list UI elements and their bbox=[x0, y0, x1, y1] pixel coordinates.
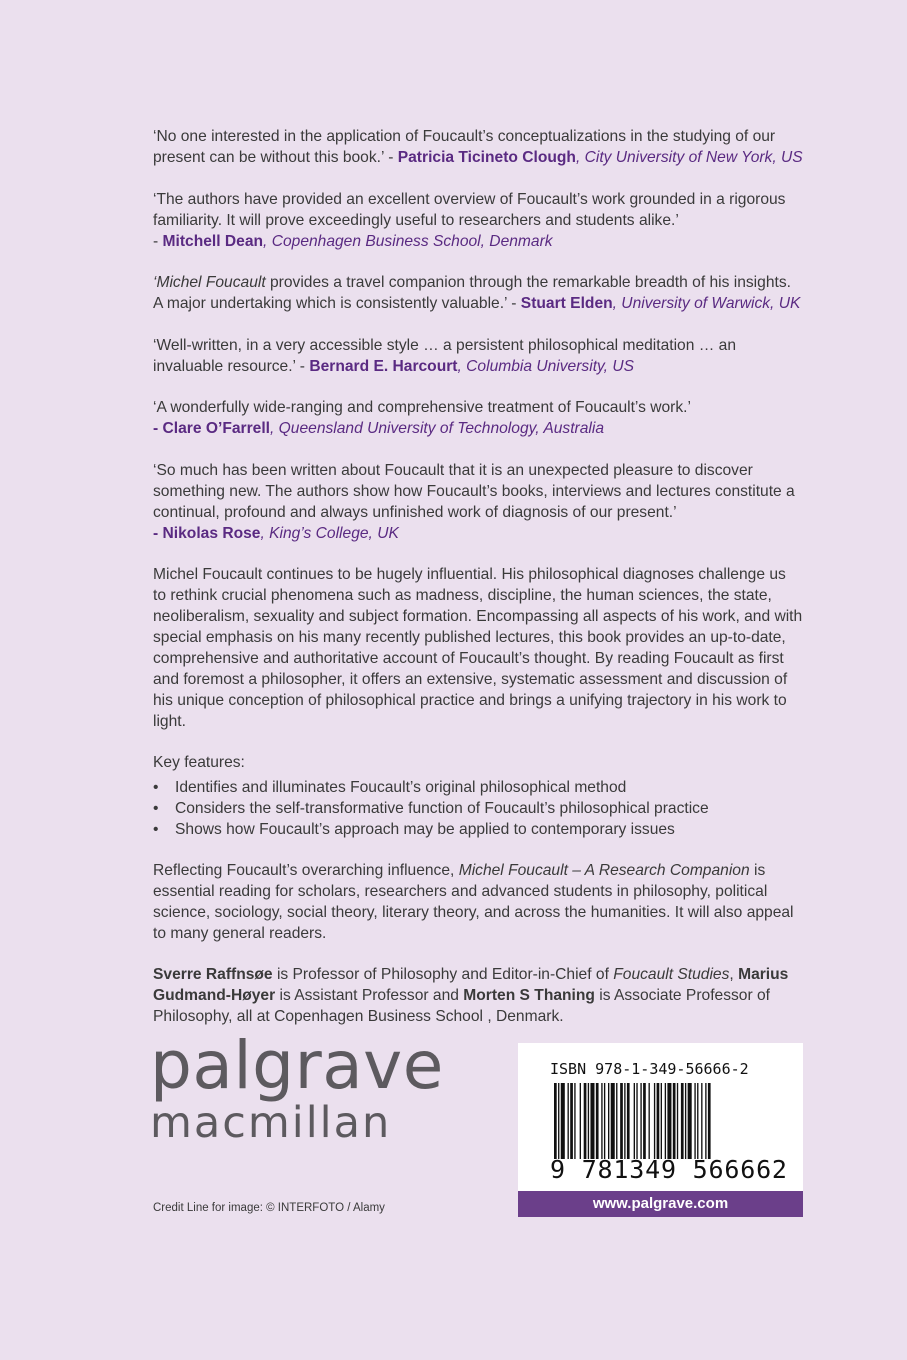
quote-author: Mitchell Dean bbox=[162, 232, 264, 250]
barcode-bar bbox=[705, 1083, 706, 1159]
publisher-logo bbox=[150, 1027, 444, 1148]
barcode-bar bbox=[570, 1083, 573, 1159]
quote-affiliation: , Copenhagen Business School, Denmark bbox=[263, 232, 553, 250]
audience-text: Reflecting Foucault’s overarching influence, bbox=[153, 862, 459, 879]
website-link[interactable]: www.palgrave.com bbox=[518, 1191, 803, 1217]
quote-author: Nikolas Rose bbox=[162, 524, 261, 542]
barcode-bar bbox=[590, 1083, 594, 1159]
quote-6 bbox=[153, 460, 803, 544]
barcode-bar bbox=[665, 1083, 666, 1159]
book-title: Michel Foucault – A Research Companion bbox=[458, 862, 750, 879]
barcode-bar bbox=[561, 1083, 565, 1159]
quote-3 bbox=[153, 272, 803, 314]
barcode-bar bbox=[611, 1083, 615, 1159]
quote-affiliation: , University of Warwick, UK bbox=[612, 295, 801, 312]
quote-affiliation: , Queensland University of Technology, Australia bbox=[270, 420, 605, 437]
image-credit: Credit Line for image: © INTERFOTO / Alamy bbox=[153, 1202, 385, 1214]
quote-author: Bernard E. Harcourt bbox=[309, 357, 458, 375]
author-bio bbox=[153, 964, 803, 1027]
cover-text bbox=[153, 126, 803, 1047]
key-features-list bbox=[153, 777, 803, 840]
list-item bbox=[153, 798, 803, 819]
author-name: Morten S Thaning bbox=[463, 987, 595, 1004]
barcode-bar bbox=[673, 1083, 676, 1159]
barcode-bar bbox=[657, 1083, 660, 1159]
barcode-bar bbox=[616, 1083, 617, 1159]
quote-text: ‘A wonderfully wide-ranging and comprehensive treatment of Foucault’s work.’ bbox=[153, 399, 691, 416]
quote-affiliation: , City University of New York, US bbox=[575, 149, 803, 166]
quote-4 bbox=[153, 335, 803, 377]
barcode-bar bbox=[640, 1083, 641, 1159]
quote-author: Stuart Elden bbox=[520, 295, 613, 312]
barcode-bar bbox=[688, 1083, 692, 1159]
key-features-title: Key features: bbox=[153, 754, 245, 771]
author-name: Sverre Raffnsøe bbox=[153, 966, 273, 983]
barcode-bar bbox=[601, 1083, 602, 1159]
barcode-bar bbox=[685, 1083, 686, 1159]
barcode-bar bbox=[558, 1083, 559, 1159]
barcode-digits: 9 781349 566662 bbox=[550, 1155, 788, 1184]
quote-text: provides a travel companion through the remarkable breadth of his insights. A major undertaking which is consistently valuable.’ bbox=[153, 274, 791, 312]
barcode-panel bbox=[518, 1043, 803, 1191]
quote-text: ‘The authors have provided an excellent overview of Foucault’s work grounded in a rigorous familiarity. It will prove exceedingly useful to researchers and students alike.’ bbox=[153, 190, 786, 229]
barcode-bar bbox=[624, 1083, 625, 1159]
author-name: Marius Gudmand-Høyer bbox=[153, 966, 789, 1004]
barcode-bar bbox=[643, 1083, 646, 1159]
list-item bbox=[153, 777, 803, 798]
logo-palgrave: palgrave bbox=[150, 1027, 444, 1104]
barcode-bar bbox=[661, 1083, 662, 1159]
quote-author: Clare O’Farrell bbox=[162, 420, 271, 437]
barcode-bar bbox=[701, 1083, 702, 1159]
audience-text: is essential reading for scholars, researchers and advanced students in philosophy, political science, sociology, social theory, literary theory, and across the humanities. It will also appeal to many general readers. bbox=[153, 862, 794, 942]
barcode-bar bbox=[694, 1083, 695, 1159]
barcode-bar bbox=[708, 1083, 711, 1159]
barcode-bar bbox=[608, 1083, 609, 1159]
barcode-icon bbox=[554, 1083, 764, 1159]
quote-text: ‘No one interested in the application of Foucault’s conceptualizations in the studying of our present can be without this book.’ bbox=[153, 128, 776, 166]
quote-affiliation: , King’s College, UK bbox=[260, 524, 399, 542]
bio-text: is Assistant Professor and bbox=[275, 987, 464, 1004]
barcode-bar bbox=[580, 1083, 581, 1159]
feature-text: Shows how Foucault’s approach may be applied to contemporary issues bbox=[175, 821, 675, 838]
quote-2 bbox=[153, 189, 803, 252]
barcode-bar bbox=[697, 1083, 698, 1159]
audience-paragraph bbox=[153, 860, 803, 944]
barcode-bar bbox=[574, 1083, 575, 1159]
quote-dash: - bbox=[295, 357, 310, 375]
quote-author: Patricia Ticineto Clough bbox=[397, 149, 576, 166]
barcode-bar bbox=[596, 1083, 599, 1159]
quote-dash: - bbox=[506, 295, 521, 312]
quote-5 bbox=[153, 397, 803, 439]
barcode-bar bbox=[568, 1083, 569, 1159]
barcode-bar bbox=[677, 1083, 678, 1159]
book-description: Michel Foucault continues to be hugely influential. His philosophical diagnoses challenge us to rethink crucial phenomena such as madness, discipline, the human sciences, the state, neoliberalism, sexuality and subject formation. Encompassing all aspects of his work, and with special emphasis on his many recently published lectures, this book provides an up-to-date, comprehensive and authoritative account of Foucault’s thought. By reading Foucault as first and foremost a philosopher, it offers an extensive, systematic assessment and discussion of his unique conception of philosophical practice and brings a unifying trajectory in his work to light. bbox=[153, 566, 803, 730]
barcode-bar bbox=[620, 1083, 623, 1159]
barcode-bar bbox=[634, 1083, 635, 1159]
barcode-bar bbox=[649, 1083, 650, 1159]
barcode-bar bbox=[681, 1083, 684, 1159]
barcode-bar bbox=[627, 1083, 630, 1159]
list-item bbox=[153, 819, 803, 840]
quote-dash: - bbox=[153, 524, 163, 542]
bio-text: is Professor of Philosophy and Editor-in-Chief of bbox=[272, 966, 614, 983]
barcode-bar bbox=[588, 1083, 589, 1159]
barcode-bar bbox=[654, 1083, 655, 1159]
bullet-icon: • bbox=[153, 779, 159, 796]
quote-affiliation: , Columbia University, US bbox=[457, 357, 634, 375]
quote-1 bbox=[153, 126, 803, 168]
feature-text: Considers the self-transformative function of Foucault’s philosophical practice bbox=[175, 800, 709, 817]
bullet-icon: • bbox=[153, 800, 159, 817]
quote-dash: - bbox=[153, 420, 163, 437]
barcode-bar bbox=[667, 1083, 671, 1159]
bio-text: is Associate Professor of Philosophy, all at Copenhagen Business School , Denmark. bbox=[153, 987, 770, 1025]
bullet-icon: • bbox=[153, 821, 159, 838]
barcode-bar bbox=[554, 1083, 557, 1159]
quote-italic-title: ‘Michel Foucault bbox=[153, 274, 266, 291]
bio-text: , bbox=[729, 966, 739, 983]
feature-text: Identifies and illuminates Foucault’s original philosophical method bbox=[175, 779, 627, 796]
journal-title: Foucault Studies bbox=[613, 966, 730, 983]
quote-dash: - bbox=[383, 149, 398, 166]
quote-text: ‘So much has been written about Foucault that it is an unexpected pleasure to discover something new. The authors show how Foucault’s books, interviews and lectures constitute a continual, profound and always unfinished work of diagnosis of our present.’ bbox=[153, 461, 795, 521]
quote-dash: - bbox=[153, 232, 163, 250]
barcode-bar bbox=[604, 1083, 605, 1159]
isbn-label: ISBN 978-1-349-56666-2 bbox=[550, 1060, 749, 1078]
barcode-bar bbox=[636, 1083, 637, 1159]
logo-macmillan: macmillan bbox=[150, 1098, 392, 1148]
barcode-bar bbox=[584, 1083, 587, 1159]
quote-text: ‘Well-written, in a very accessible style … a persistent philosophical meditation … an invaluable resource.’ bbox=[153, 336, 736, 375]
